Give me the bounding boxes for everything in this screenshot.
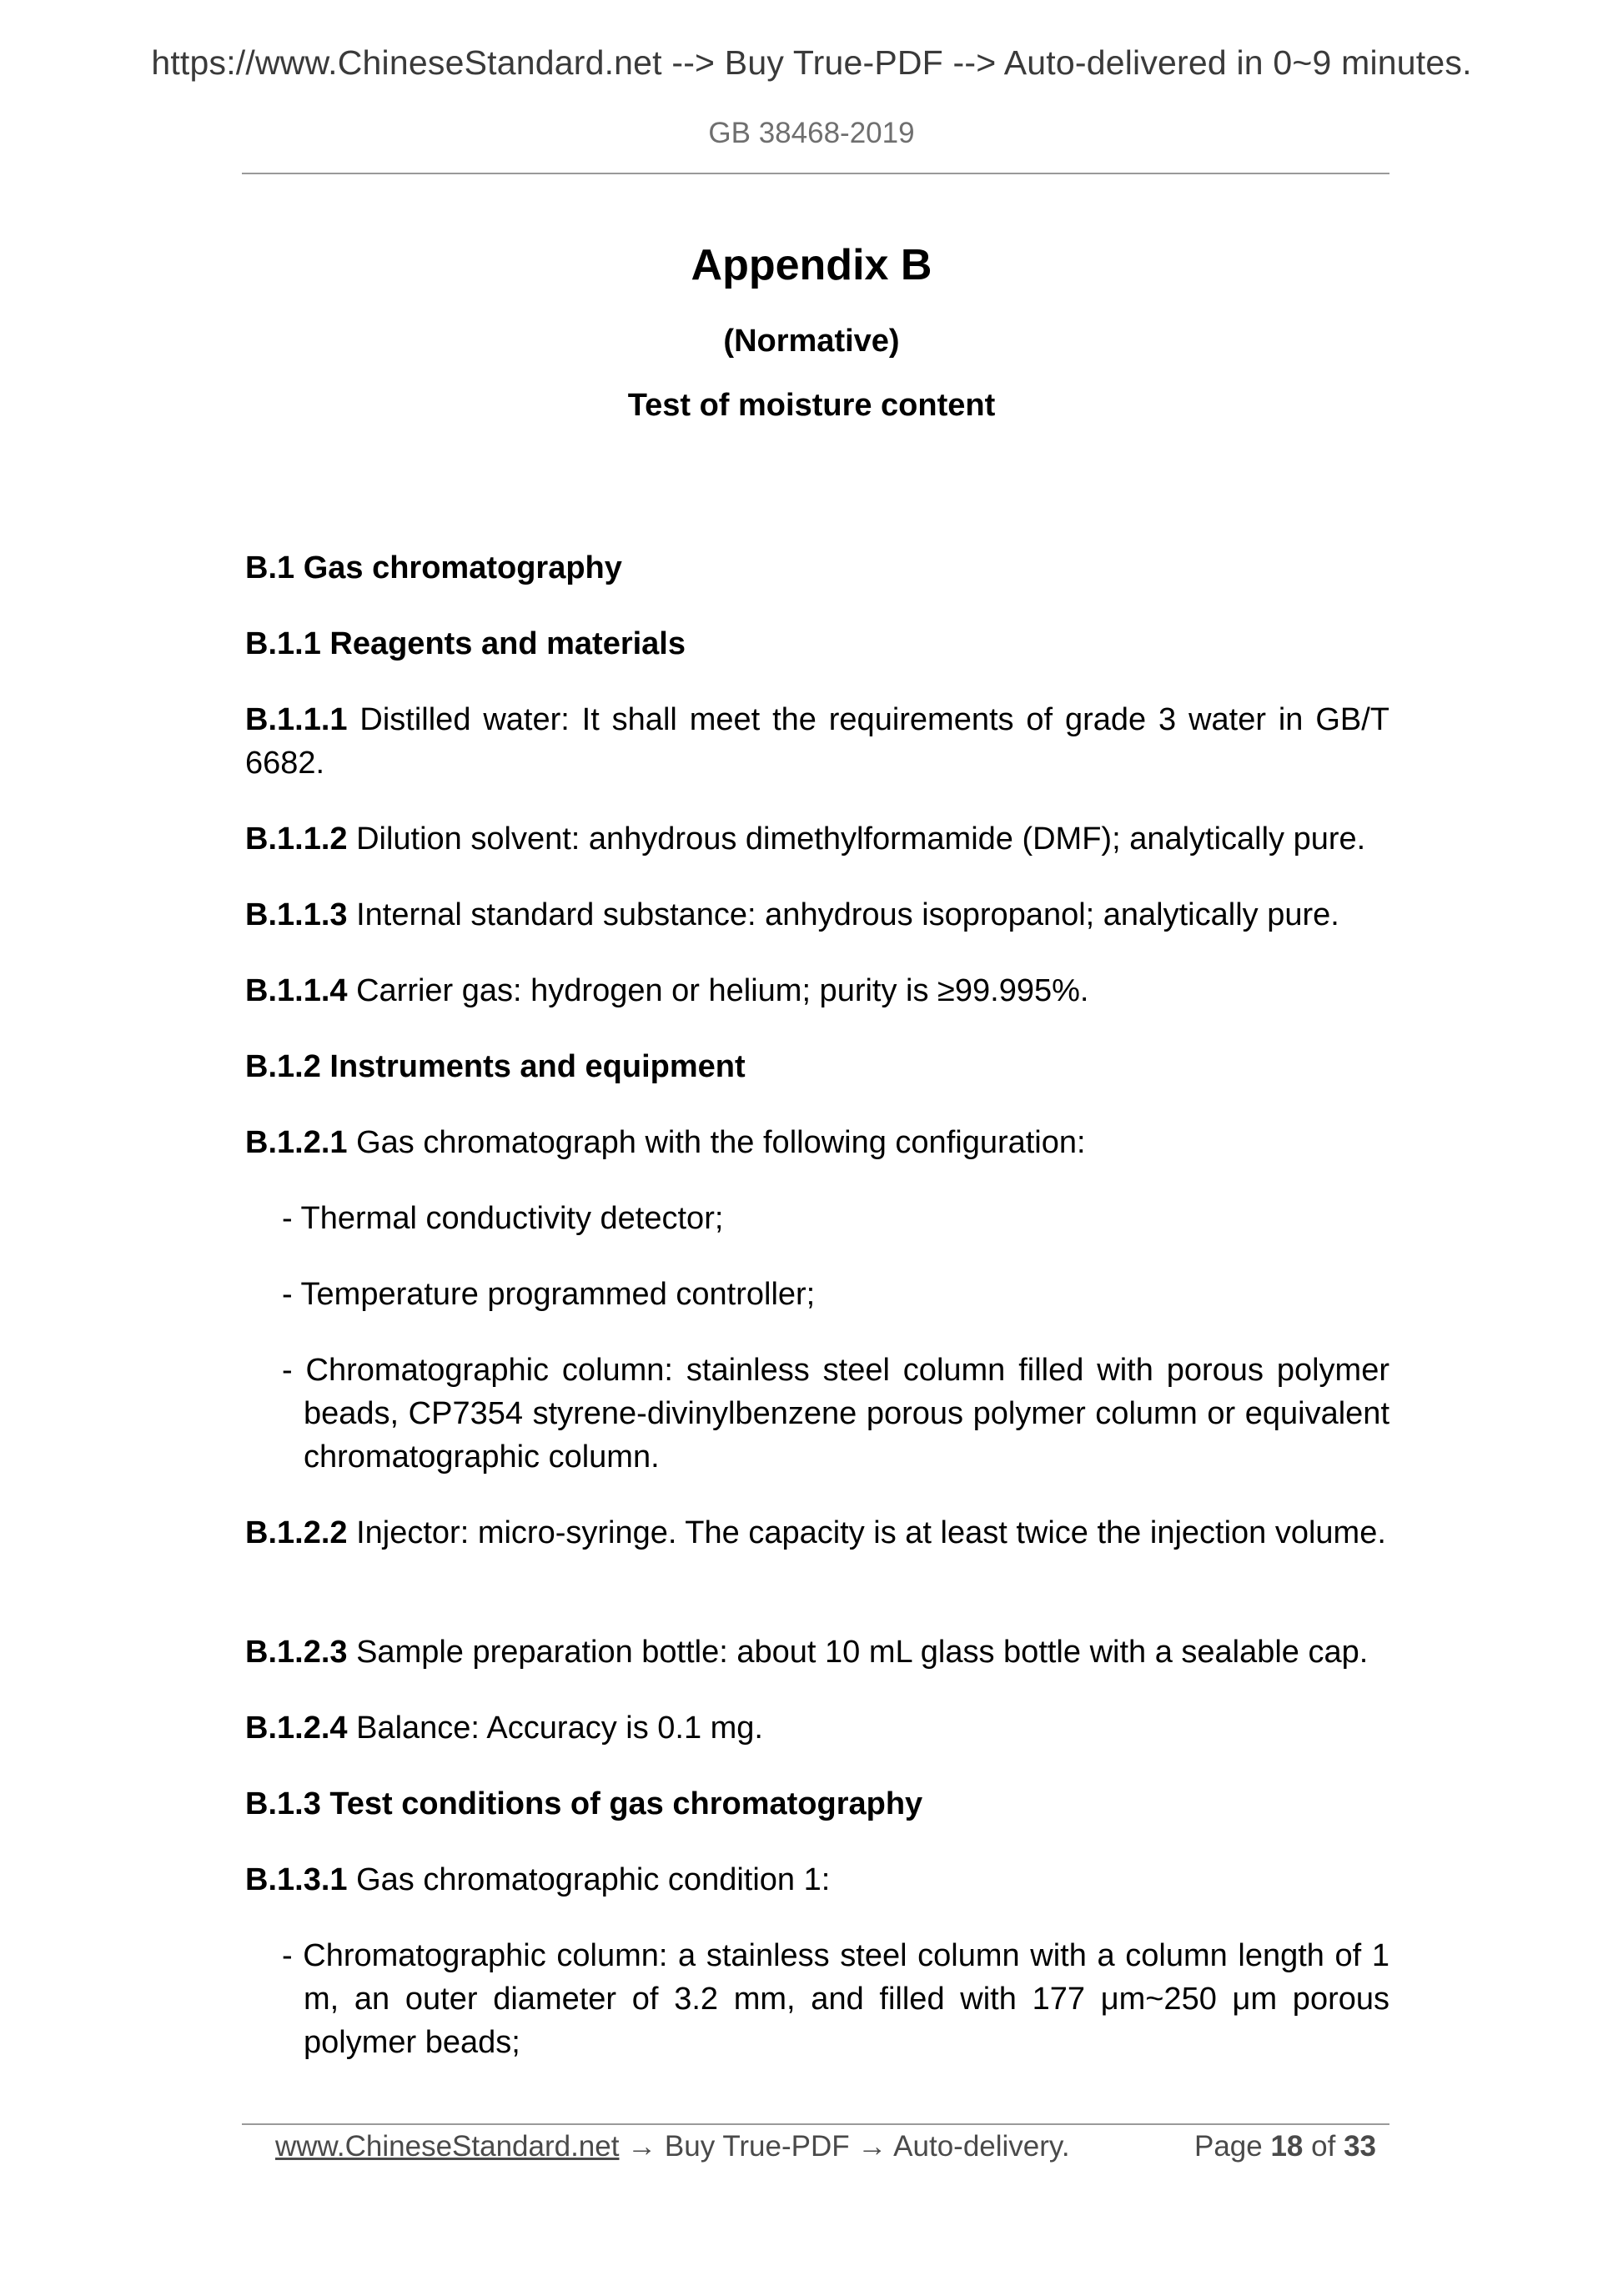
section-heading-b13: B.1.3 Test conditions of gas chromatography: [245, 1786, 923, 1821]
clause-text: Sample preparation bottle: about 10 mL glass bottle with a sealable cap.: [347, 1635, 1369, 1670]
clause-b131: [245, 1858, 1389, 1902]
footer-tagline: → Buy True-PDF → Auto-delivery.: [619, 2130, 1070, 2163]
clause-b113: [245, 893, 1389, 937]
clause-b121: [245, 1121, 1389, 1164]
page-label: Page: [1193, 2130, 1263, 2163]
page-number: [1194, 2130, 1376, 2163]
list-item: - Thermal conductivity detector;: [282, 1201, 724, 1236]
list-item: - Chromatographic column: stainless steel column filled with porous polymer beads, CP7354 styrene-divinylbenzene porous polymer column or equivalent chromatographic column.: [282, 1353, 1389, 1475]
clause-b111: [245, 698, 1389, 785]
source-banner: https://www.ChineseStandard.net --> Buy True-PDF --> Auto-delivered in 0~9 minutes.: [151, 43, 1472, 82]
clause-text: Dilution solvent: anhydrous dimethylformamide (DMF); analytically pure.: [347, 821, 1366, 857]
section-heading-b1: B.1 Gas chromatography: [245, 550, 622, 585]
clause-b114: [245, 969, 1389, 1012]
footer-website-link[interactable]: www.ChineseStandard.net: [275, 2130, 620, 2163]
clause-number: B.1.2.3: [245, 1635, 348, 1670]
section-heading-b11: B.1.1 Reagents and materials: [245, 626, 686, 661]
clause-number: B.1.1.4: [245, 973, 348, 1008]
of-label: of: [1311, 2130, 1336, 2163]
header-divider: [242, 173, 1389, 174]
clause-number: B.1.3.1: [245, 1862, 348, 1897]
clause-text: Internal standard substance: anhydrous isopropanol; analytically pure.: [347, 897, 1339, 932]
clause-text: Distilled water: It shall meet the requirements of grade 3 water in GB/T 6682.: [245, 702, 1389, 781]
clause-number: B.1.1.2: [245, 821, 348, 857]
clause-text: Gas chromatograph with the following configuration:: [347, 1125, 1086, 1160]
clause-text: Injector: micro-syringe. The capacity is at least twice the injection volume.: [347, 1515, 1386, 1550]
clause-number: B.1.2.4: [245, 1711, 348, 1746]
appendix-type: (Normative): [723, 324, 900, 359]
clause-text: Carrier gas: hydrogen or helium; purity is ≥99.995%.: [347, 973, 1089, 1008]
clause-number: B.1.2.2: [245, 1515, 348, 1550]
clause-text: Balance: Accuracy is 0.1 mg.: [347, 1711, 763, 1746]
clause-b112: [245, 817, 1404, 861]
list-item: - Temperature programmed controller;: [282, 1277, 816, 1312]
clause-number: B.1.1.3: [245, 897, 348, 932]
clause-number: B.1.2.1: [245, 1125, 348, 1160]
section-heading-b12: B.1.2 Instruments and equipment: [245, 1049, 746, 1084]
appendix-title: Appendix B: [691, 241, 932, 289]
appendix-subject: Test of moisture content: [627, 388, 996, 423]
clause-number: B.1.1.1: [245, 702, 348, 737]
document-code: GB 38468-2019: [708, 117, 915, 149]
footer-divider: [242, 2123, 1389, 2125]
clause-text: Gas chromatographic condition 1:: [347, 1862, 831, 1897]
clause-b124: [245, 1706, 1389, 1750]
list-item: - Chromatographic column: a stainless steel column with a column length of 1 m, an outer diameter of 3.2 mm, and filled with 177 μm~250 μm porous polymer beads;: [282, 1938, 1389, 2060]
total-pages: 33: [1344, 2130, 1376, 2163]
current-page: 18: [1270, 2130, 1304, 2163]
clause-b122: [245, 1511, 1389, 1555]
clause-b123: [245, 1630, 1389, 1674]
page-footer: [275, 2130, 1376, 2163]
